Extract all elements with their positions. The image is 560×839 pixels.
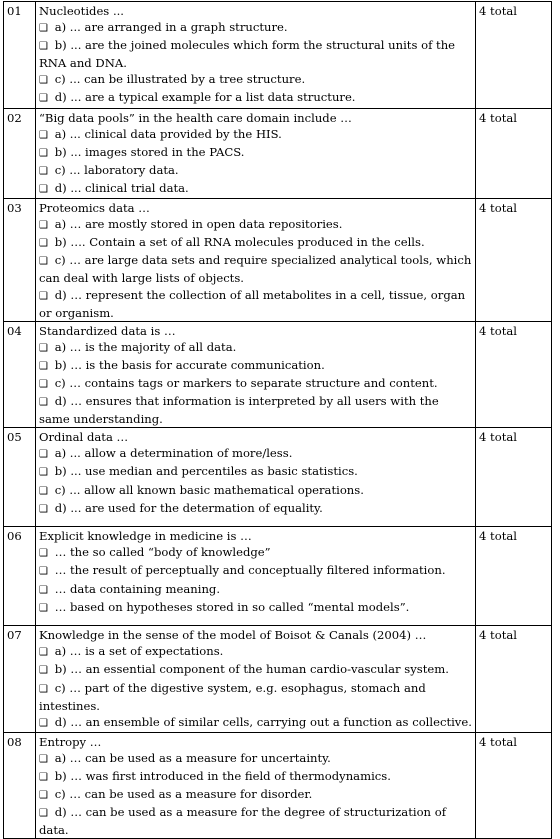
checkbox-icon[interactable]: ❑ bbox=[39, 683, 48, 695]
question-score: 4 total bbox=[476, 527, 552, 626]
question-number: 08 bbox=[4, 732, 36, 839]
answer-option bbox=[39, 287, 472, 321]
answer-option bbox=[39, 714, 472, 732]
checkbox-icon[interactable]: ❑ bbox=[39, 717, 48, 729]
answer-option-text: … data containing meaning. bbox=[54, 581, 221, 596]
checkbox-icon[interactable]: ❑ bbox=[39, 378, 48, 390]
question-score: 4 total bbox=[476, 626, 552, 733]
question-row bbox=[4, 626, 552, 733]
answer-option bbox=[39, 562, 472, 580]
answer-option bbox=[39, 216, 472, 234]
answer-option-text: c) … can be used as a measure for disorder. bbox=[54, 787, 313, 802]
question-row bbox=[4, 108, 552, 198]
checkbox-icon[interactable]: ❑ bbox=[39, 75, 48, 87]
checkbox-icon[interactable]: ❑ bbox=[39, 808, 48, 820]
answer-option-text: c) … are large data sets and require specialized analytical tools, which can deal with large lists of objects. bbox=[39, 253, 472, 286]
answer-option bbox=[39, 89, 472, 107]
answer-option bbox=[39, 786, 472, 804]
answer-option bbox=[39, 750, 472, 768]
question-score: 4 total bbox=[476, 2, 552, 109]
question-stem: Ordinal data … bbox=[39, 430, 129, 445]
answer-option-text: a) ... clinical data provided by the HIS. bbox=[54, 126, 282, 141]
question-row bbox=[4, 199, 552, 322]
checkbox-icon[interactable]: ❑ bbox=[39, 790, 48, 802]
question-cell bbox=[36, 199, 476, 322]
answer-option bbox=[39, 375, 472, 393]
answer-option bbox=[39, 768, 472, 786]
answer-option-text: b) …. Contain a set of all RNA molecules produced in the cells. bbox=[54, 235, 425, 250]
question-number: 06 bbox=[4, 527, 36, 626]
answer-option bbox=[39, 252, 472, 286]
question-row bbox=[4, 321, 552, 428]
checkbox-icon[interactable]: ❑ bbox=[39, 485, 48, 497]
question-stem: “Big data pools” in the health care domain include … bbox=[39, 110, 352, 125]
answer-option bbox=[39, 599, 472, 617]
answer-option bbox=[39, 643, 472, 661]
answer-option-text: d) … an ensemble of similar cells, carrying out a function as collective. bbox=[54, 714, 472, 729]
answer-option bbox=[39, 482, 472, 500]
question-score: 4 total bbox=[476, 732, 552, 839]
answer-option bbox=[39, 71, 472, 89]
question-stem: Proteomics data … bbox=[39, 201, 150, 216]
question-cell bbox=[36, 321, 476, 428]
answer-option-text: … based on hypotheses stored in so called “mental models”. bbox=[54, 599, 410, 614]
question-cell bbox=[36, 626, 476, 733]
answer-option-text: a) ... allow a determination of more/less. bbox=[54, 446, 293, 461]
question-number: 07 bbox=[4, 626, 36, 733]
question-cell bbox=[36, 108, 476, 198]
checkbox-icon[interactable]: ❑ bbox=[39, 165, 48, 177]
question-number: 02 bbox=[4, 108, 36, 198]
answer-option bbox=[39, 37, 472, 71]
answer-option-text: … the result of perceptually and conceptually filtered information. bbox=[54, 563, 446, 578]
question-number: 01 bbox=[4, 2, 36, 109]
checkbox-icon[interactable]: ❑ bbox=[39, 503, 48, 515]
question-stem: Explicit knowledge in medicine is … bbox=[39, 529, 252, 544]
checkbox-icon[interactable]: ❑ bbox=[39, 548, 48, 560]
answer-option-text: c) ... allow all known basic mathematical operations. bbox=[54, 482, 364, 497]
answer-option bbox=[39, 126, 472, 144]
checkbox-icon[interactable]: ❑ bbox=[39, 449, 48, 461]
checkbox-icon[interactable]: ❑ bbox=[39, 647, 48, 659]
answer-option bbox=[39, 445, 472, 463]
checkbox-icon[interactable]: ❑ bbox=[39, 147, 48, 159]
answer-option-text: c) ... laboratory data. bbox=[54, 162, 179, 177]
answer-option bbox=[39, 357, 472, 375]
answer-option-text: d) ... are a typical example for a list data structure. bbox=[54, 90, 356, 105]
answer-option bbox=[39, 500, 472, 518]
question-row bbox=[4, 732, 552, 839]
question-number: 04 bbox=[4, 321, 36, 428]
question-stem: Nucleotides ... bbox=[39, 4, 124, 18]
answer-option bbox=[39, 680, 472, 714]
answer-option-text: c) ... can be illustrated by a tree structure. bbox=[54, 72, 306, 87]
answer-option-text: c) … part of the digestive system, e.g. esophagus, stomach and intestines. bbox=[39, 680, 426, 713]
question-stem: Knowledge in the sense of the model of Boisot & Canals (2004) … bbox=[39, 628, 427, 643]
answer-option-text: d) ... clinical trial data. bbox=[54, 180, 189, 195]
checkbox-icon[interactable]: ❑ bbox=[39, 360, 48, 372]
answer-option-text: d) … represent the collection of all metabolites in a cell, tissue, organ or organism. bbox=[39, 287, 466, 320]
question-score: 4 total bbox=[476, 428, 552, 527]
question-row bbox=[4, 2, 552, 109]
answer-option-text: d) … ensures that information is interpreted by all users with the same understanding. bbox=[39, 394, 439, 427]
checkbox-icon[interactable]: ❑ bbox=[39, 467, 48, 479]
question-score: 4 total bbox=[476, 199, 552, 322]
question-cell bbox=[36, 2, 476, 109]
answer-option-text: a) ... are arranged in a graph structure. bbox=[54, 20, 288, 35]
question-cell bbox=[36, 428, 476, 527]
answer-option bbox=[39, 162, 472, 180]
answer-option-text: b) ... images stored in the PACS. bbox=[54, 144, 245, 159]
checkbox-icon[interactable]: ❑ bbox=[39, 220, 48, 232]
question-row bbox=[4, 527, 552, 626]
checkbox-icon[interactable]: ❑ bbox=[39, 665, 48, 677]
checkbox-icon[interactable]: ❑ bbox=[39, 238, 48, 250]
checkbox-icon[interactable]: ❑ bbox=[39, 129, 48, 141]
answer-option-text: a) … is the majority of all data. bbox=[54, 339, 237, 354]
checkbox-icon[interactable]: ❑ bbox=[39, 566, 48, 578]
answer-option bbox=[39, 19, 472, 37]
answer-option bbox=[39, 234, 472, 252]
answer-option-text: b) … was first introduced in the field of thermodynamics. bbox=[54, 769, 391, 783]
answer-option bbox=[39, 144, 472, 162]
answer-option bbox=[39, 804, 472, 838]
checkbox-icon[interactable]: ❑ bbox=[39, 342, 48, 354]
question-number: 03 bbox=[4, 199, 36, 322]
answer-option bbox=[39, 393, 472, 427]
question-row bbox=[4, 428, 552, 527]
answer-option bbox=[39, 180, 472, 198]
answer-option bbox=[39, 339, 472, 357]
checkbox-icon[interactable]: ❑ bbox=[39, 93, 48, 105]
question-stem: Entropy … bbox=[39, 734, 102, 749]
checkbox-icon[interactable]: ❑ bbox=[39, 256, 48, 268]
checkbox-icon[interactable]: ❑ bbox=[39, 183, 48, 195]
question-score: 4 total bbox=[476, 321, 552, 428]
question-cell bbox=[36, 732, 476, 839]
checkbox-icon[interactable]: ❑ bbox=[39, 23, 48, 35]
answer-option-text: a) … is a set of expectations. bbox=[54, 644, 224, 659]
checkbox-icon[interactable]: ❑ bbox=[39, 41, 48, 53]
answer-option-text: b) ... are the joined molecules which form the structural units of the RNA and DNA. bbox=[39, 38, 456, 71]
question-cell bbox=[36, 527, 476, 626]
question-stem: Standardized data is … bbox=[39, 323, 176, 338]
answer-option-text: c) … contains tags or markers to separate structure and content. bbox=[54, 375, 438, 390]
answer-option-text: … the so called “body of knowledge” bbox=[54, 545, 271, 560]
answer-option bbox=[39, 463, 472, 481]
answer-option bbox=[39, 661, 472, 679]
answer-option-text: d) ... are used for the determation of equality. bbox=[54, 500, 323, 515]
answer-option bbox=[39, 544, 472, 562]
checkbox-icon[interactable]: ❑ bbox=[39, 290, 48, 302]
checkbox-icon[interactable]: ❑ bbox=[39, 397, 48, 409]
question-score: 4 total bbox=[476, 108, 552, 198]
answer-option-text: b) … an essential component of the human cardio-vascular system. bbox=[54, 662, 449, 677]
answer-option-text: b) … is the basis for accurate communication. bbox=[54, 357, 325, 372]
question-number: 05 bbox=[4, 428, 36, 527]
answer-option-text: a) … are mostly stored in open data repositories. bbox=[54, 217, 343, 232]
answer-option-text: d) … can be used as a measure for the degree of structurization of data. bbox=[39, 805, 446, 838]
checkbox-icon[interactable]: ❑ bbox=[39, 753, 48, 765]
checkbox-icon[interactable]: ❑ bbox=[39, 602, 48, 614]
answer-option-text: a) … can be used as a measure for uncertainty. bbox=[54, 750, 331, 765]
answer-option-text: b) ... use median and percentiles as basic statistics. bbox=[54, 464, 358, 479]
answer-option bbox=[39, 581, 472, 599]
checkbox-icon[interactable]: ❑ bbox=[39, 584, 48, 596]
quiz-table bbox=[3, 1, 552, 839]
checkbox-icon[interactable]: ❑ bbox=[39, 772, 48, 783]
